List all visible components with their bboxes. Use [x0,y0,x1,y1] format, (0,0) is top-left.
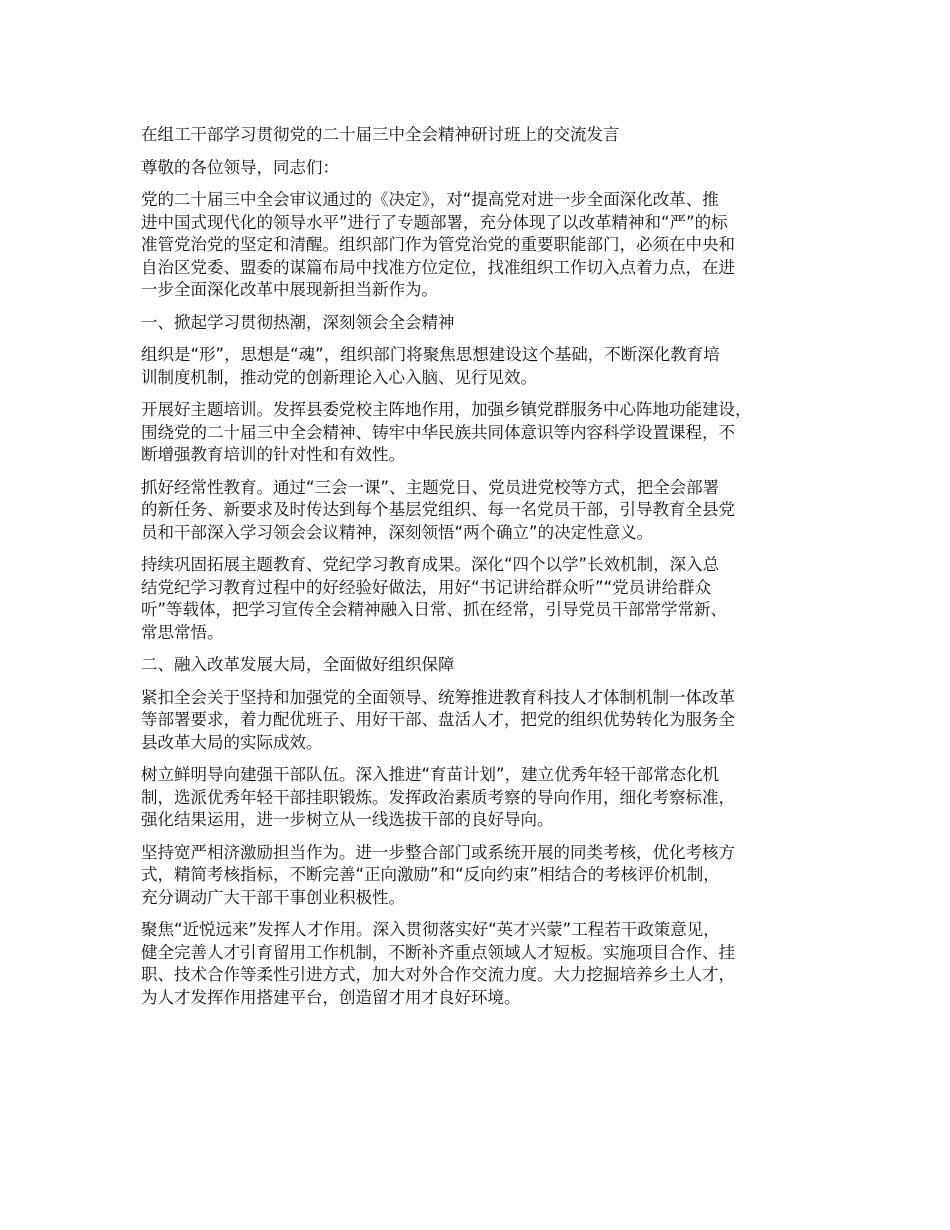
paragraph-line: 准管党治党的坚定和清醒。组织部门作为管党治党的重要职能部门，必须在中央和 [141,235,735,254]
paragraph-line: 制，选派优秀年轻干部挂职锻炼。发挥政治素质考察的导向作用，细化考察标准， [141,787,735,807]
paragraph-line: 式，精简考核指标，不断完善“正向激励”和“反向约束”相结合的考核评价机制， [141,865,720,884]
document-title [141,124,836,147]
paragraph-line: 坚持宽严相济激励担当作为。进一步整合部门或系统开展的同类考核，优化考核方 [141,842,735,862]
body-paragraphs [141,189,836,1009]
paragraph-line: 听”等载体，把学习宣传全会精神融入日常、抓在经常，引导党员干部常学常新、 [141,600,728,619]
paragraph-line: 开展好主题培训。发挥县委党校主阵地作用，加强乡镇党群服务中心阵地功能建设， [141,400,752,419]
body-paragraph [141,919,836,1009]
paragraph-line: 充分调动广大干部干事创业积极性。 [141,887,405,907]
section-heading [141,654,836,677]
body-paragraph [141,399,836,467]
body-paragraph [141,764,836,832]
title-line: 在组工干部学习贯彻党的二十届三中全会精神研讨班上的交流发言 [141,125,620,144]
body-paragraph [141,477,836,545]
body-paragraph [141,687,836,755]
body-paragraph [141,189,836,302]
body-paragraph [141,842,836,910]
paragraph-line: 自治区党委、盟委的谋篇布局中找准方位定位，找准组织工作切入点着力点，在进 [141,257,735,277]
paragraph-line: 一步全面深化改革中展现新担当新作为。 [141,280,438,299]
paragraph-line: 训制度机制，推动党的创新理论入心入脑、见行见效。 [141,367,537,387]
paragraph-line: 断增强教育培训的针对性和有效性。 [141,445,405,464]
paragraph-line: 组织是“形”，思想是“魂”，组织部门将聚焦思想建设这个基础，不断深化教育培 [141,345,720,364]
paragraph-line: 党的二十届三中全会审议通过的《决定》，对“提高党对进一步全面深化改革、推 [141,190,719,209]
paragraph-line: 进中国式现代化的领导水平”进行了专题部署，充分体现了以改革精神和“严”的标 [141,212,728,232]
paragraph-line: 结党纪学习教育过程中的好经验好做法，用好“书记讲给群众听”“党员讲给群众 [141,577,712,597]
paragraph-line: 等部署要求，着力配优班子、用好干部、盘活人才，把党的组织优势转化为服务全 [141,710,735,729]
paragraph-line: 常思常悟。 [141,622,224,642]
paragraph-line: 员和干部深入学习领会会议精神，深刻领悟“两个确立”的决定性意义。 [141,522,654,542]
paragraph-line: 为人才发挥作用搭建平台，创造留才用才良好环境。 [141,987,521,1007]
paragraph-line: 的新任务、新要求及时传达到每个基层党组织、每一名党员干部，引导教育全县党 [141,500,735,519]
paragraph-line: 聚焦“近悦远来”发挥人才作用。深入贯彻落实好“英才兴蒙”工程若干政策意见， [141,920,720,939]
paragraph-line: 抓好经常性教育。通过“三会一课”、主题党日、党员进党校等方式，把全会部署 [141,477,720,497]
paragraph-line: 健全完善人才引育留用工作机制，不断补齐重点领域人才短板。实施项目合作、挂 [141,942,735,962]
body-paragraph [141,344,836,389]
paragraph-line: 紧扣全会关于坚持和加强党的全面领导、统筹推进教育科技人才体制机制一体改革 [141,687,735,707]
paragraph-line: 强化结果运用，进一步树立从一线选拔干部的良好导向。 [141,810,554,829]
paragraph-line: 围绕党的二十届三中全会精神、铸牢中华民族共同体意识等内容科学设置课程，不 [141,422,735,442]
salutation-line: 尊敬的各位领导，同志们： [141,157,339,177]
paragraph-line: 树立鲜明导向建强干部队伍。深入推进“育苗计划”，建立优秀年轻干部常态化机 [141,765,720,784]
salutation [141,157,836,180]
body-paragraph [141,554,836,644]
paragraph-line: 持续巩固拓展主题教育、党纪学习教育成果。深化“四个以学”长效机制，深入总 [141,555,720,574]
paragraph-line: 二、融入改革发展大局，全面做好组织保障 [141,655,455,674]
paragraph-line: 职、技术合作等柔性引进方式，加大对外合作交流力度。大力挖掘培养乡土人才， [141,965,735,984]
document-page [141,124,836,1019]
paragraph-line: 县改革大局的实际成效。 [141,732,323,752]
paragraph-line: 一、掀起学习贯彻热潮，深刻领会全会精神 [141,312,455,332]
section-heading [141,312,836,335]
